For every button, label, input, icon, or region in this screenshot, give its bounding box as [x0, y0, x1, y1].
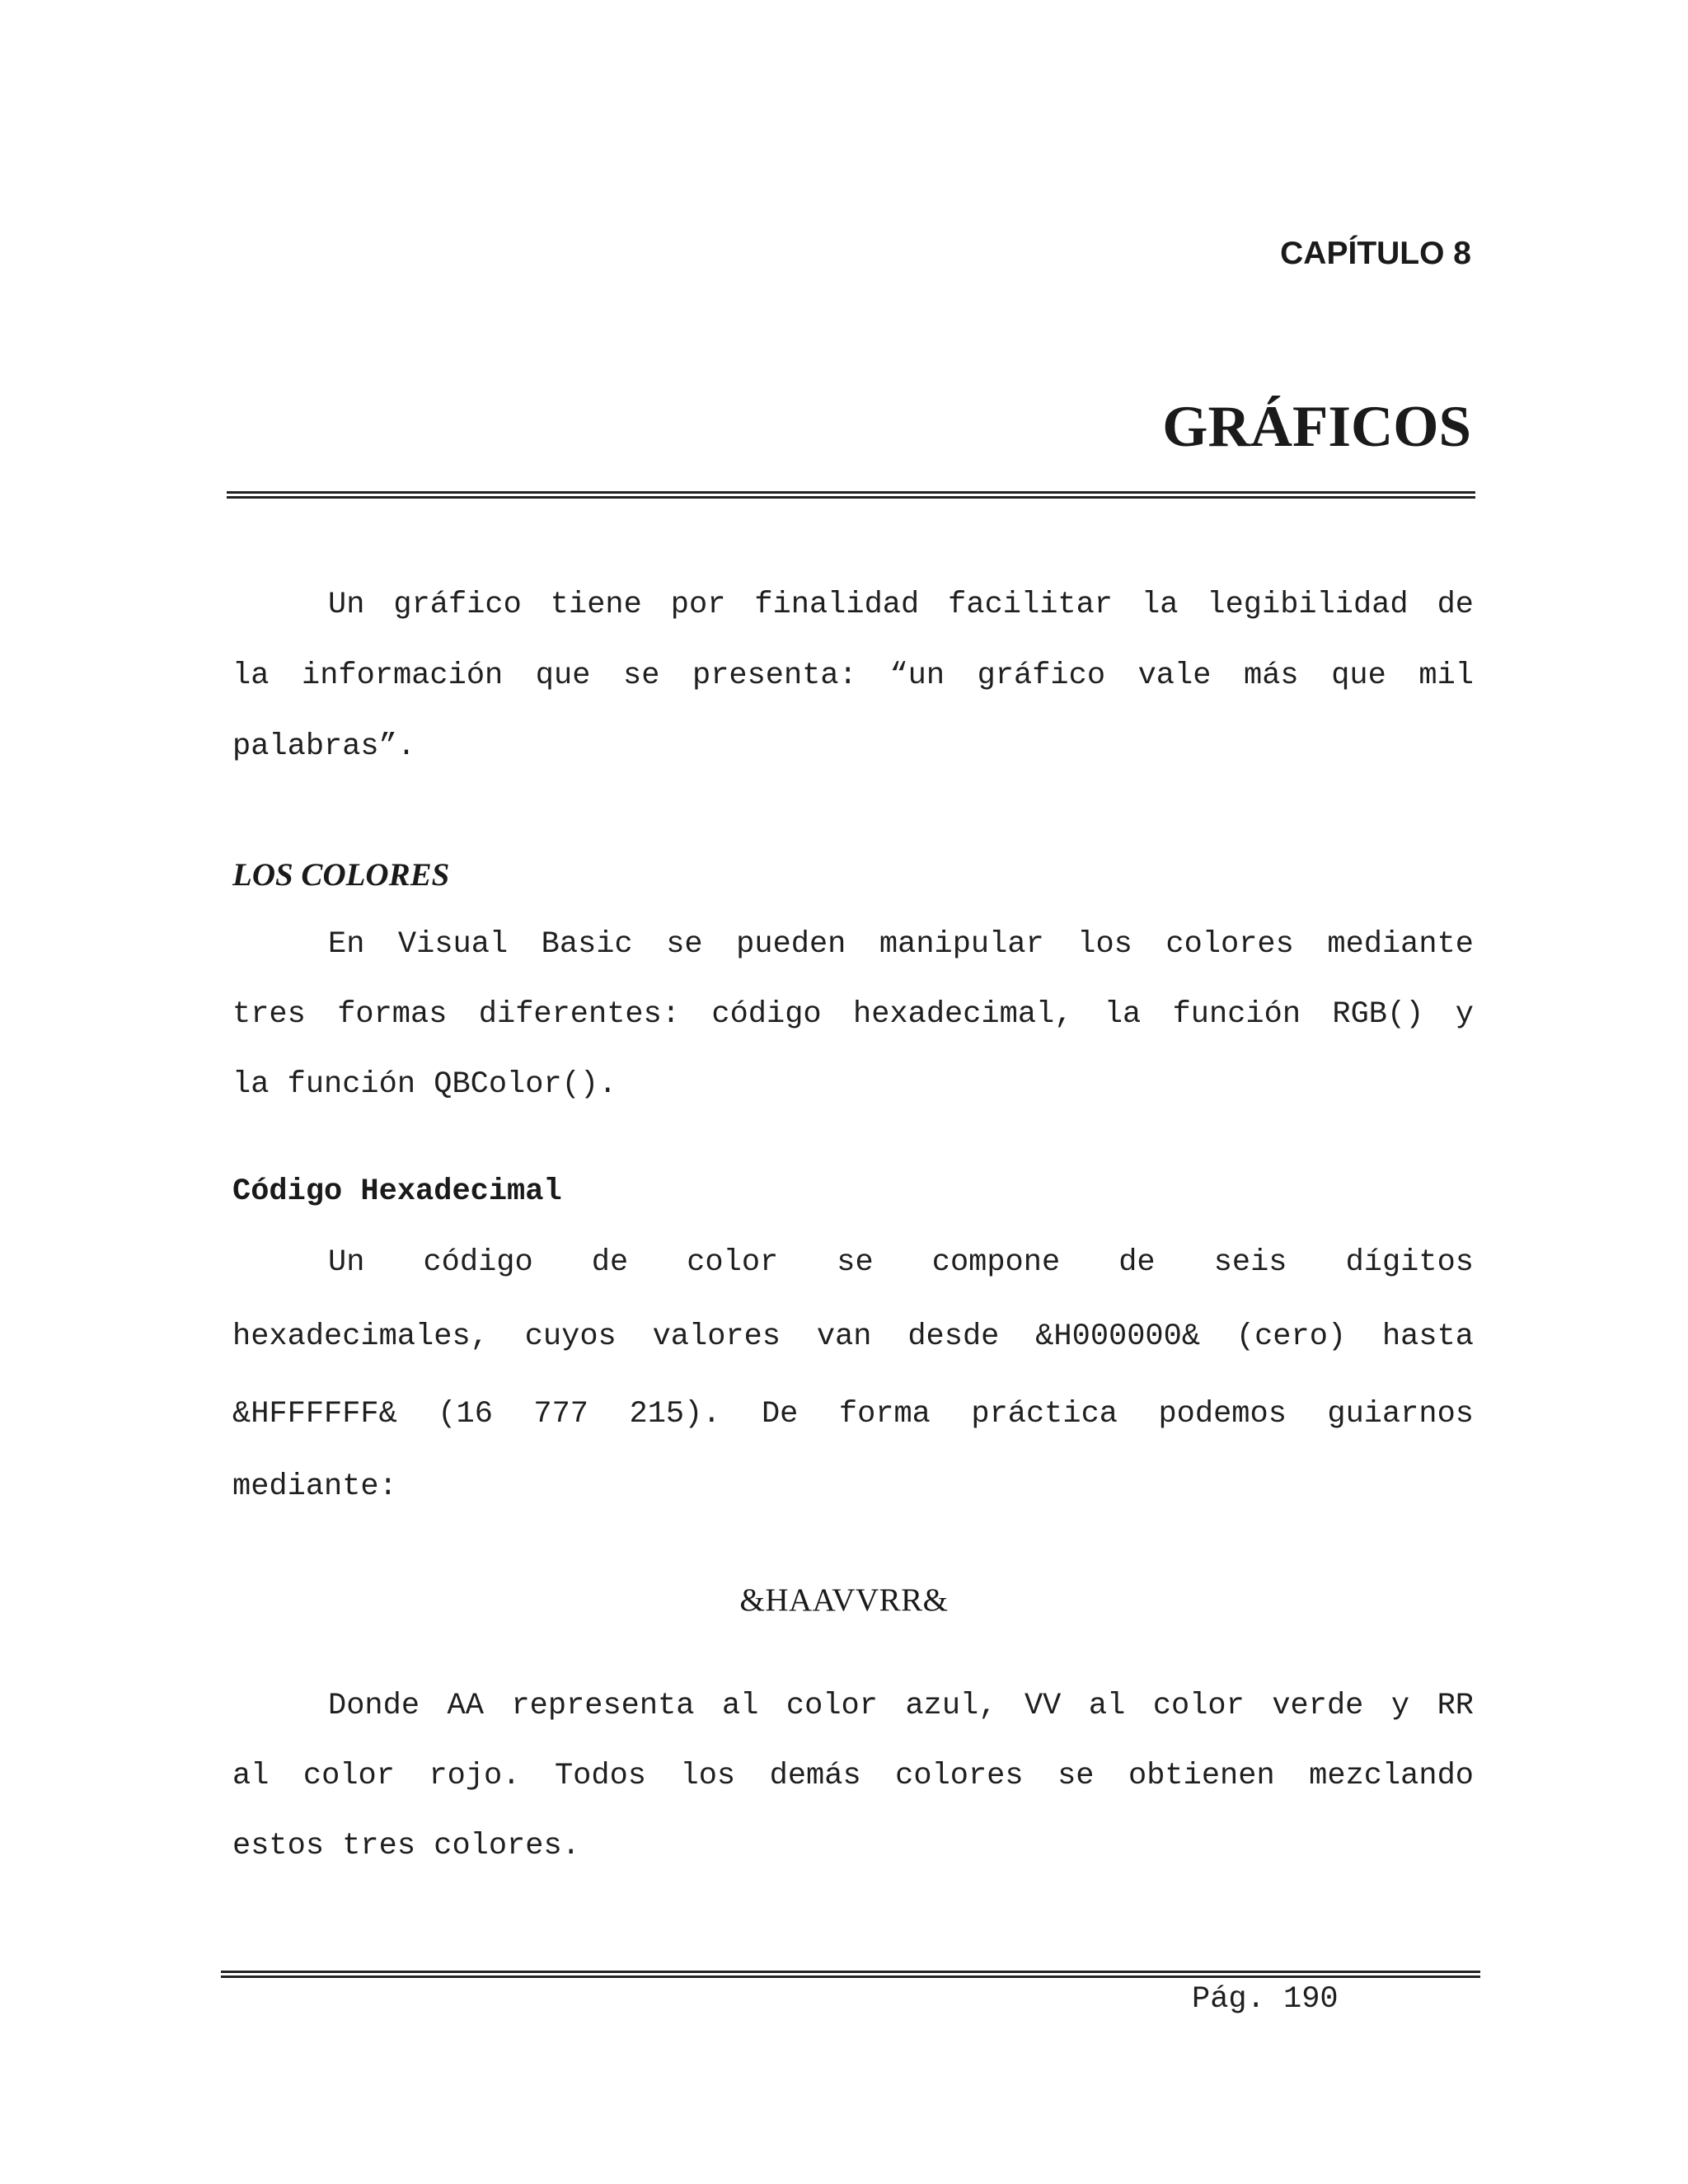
intro-line-2: la información que se presenta: “un gráfico vale más que mil: [232, 658, 1474, 693]
hex-line-1: Un código de color se compone de seis dígitos: [328, 1245, 1474, 1280]
colores-line-3: la función QBColor().: [232, 1067, 617, 1102]
hex-line-3: &HFFFFFF& (16 777 215). De forma práctica podemos guiarnos: [232, 1397, 1474, 1432]
colores-line-2: tres formas diferentes: código hexadecimal, la función RGB() y: [232, 997, 1474, 1032]
hex-line-2: hexadecimales, cuyos valores van desde &H000000& (cero) hasta: [232, 1319, 1474, 1354]
hex-after-line-3: estos tres colores.: [232, 1829, 580, 1863]
hex-after-line-1: Donde AA representa al color azul, VV al color verde y RR: [328, 1689, 1474, 1723]
footer-divider: [221, 1971, 1480, 1978]
hex-after-line-2: al color rojo. Todos los demás colores se obtienen mezclando: [232, 1759, 1474, 1793]
title-divider: [227, 491, 1475, 499]
chapter-title: GRÁFICOS: [1162, 395, 1471, 459]
intro-line-3: palabras”.: [232, 729, 416, 764]
hex-format-formula: &HAAVVRR&: [739, 1582, 949, 1618]
hex-line-4: mediante:: [232, 1469, 397, 1504]
intro-line-1: Un gráfico tiene por finalidad facilitar la legibilidad de: [328, 588, 1474, 622]
subheading-hexadecimal: Código Hexadecimal: [232, 1174, 562, 1209]
page-number: Pág. 190: [1192, 1982, 1339, 2017]
chapter-label: CAPÍTULO 8: [1280, 236, 1471, 271]
section-heading-colores: LOS COLORES: [232, 857, 450, 893]
colores-line-1: En Visual Basic se pueden manipular los colores mediante: [328, 927, 1474, 962]
